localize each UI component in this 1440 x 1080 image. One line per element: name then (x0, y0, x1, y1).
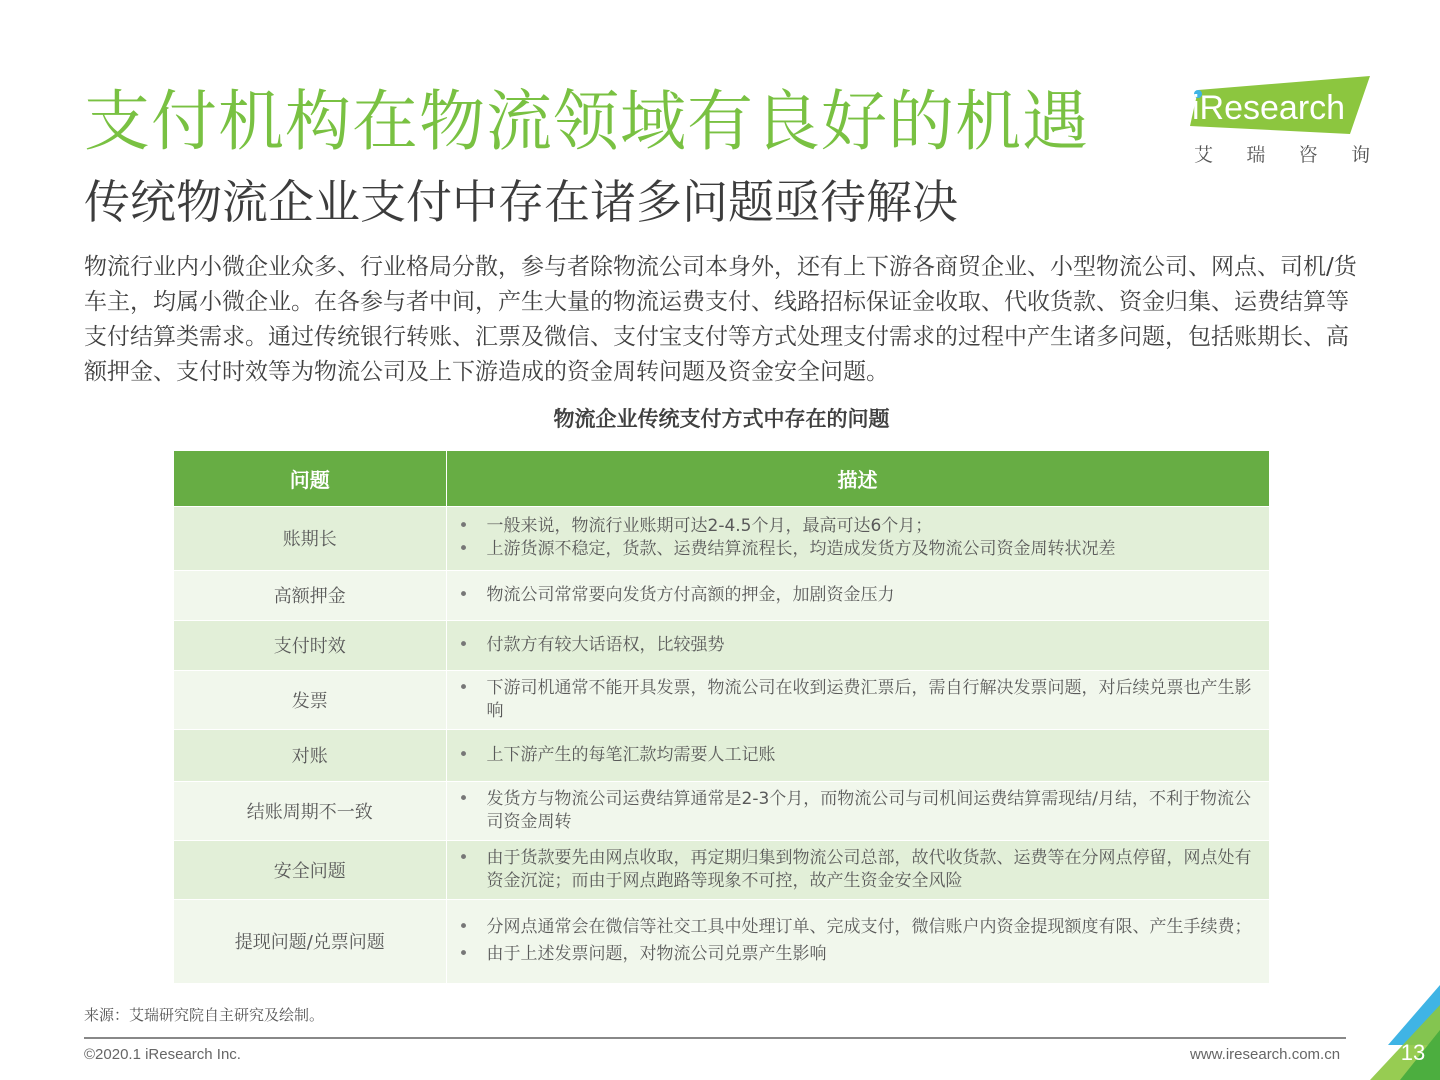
description-cell (446, 840, 1269, 899)
table-row (174, 729, 1269, 781)
source-note: 来源：艾瑞研究院自主研究及绘制。 (84, 1006, 325, 1024)
table-header-row (174, 451, 1269, 506)
logo-cn-text (1186, 140, 1376, 167)
table-row (174, 506, 1269, 570)
table-row (174, 570, 1269, 620)
table-row (174, 899, 1269, 983)
description-cell (446, 781, 1269, 840)
description-cell (446, 506, 1269, 570)
footer-divider (84, 1037, 1346, 1039)
table-row (174, 670, 1269, 729)
copyright: ©2020.1 iResearch Inc. (84, 1046, 241, 1063)
logo-text: iResearch (1192, 89, 1346, 127)
description-bullet: • 物流公司常常要向发货方付高额的押金，加剧资金压力 (459, 584, 1261, 607)
header-issue: 问题 (174, 451, 446, 506)
issue-cell: 账期长 (174, 506, 446, 570)
description-cell (446, 670, 1269, 729)
table-row (174, 620, 1269, 670)
intro-paragraph: 物流行业内小微企业众多、行业格局分散，参与者除物流公司本身外，还有上下游各商贸企业、小型物流公司、网点、司机/货车主，均属小微企业。在各参与者中间，产生大量的物流运费支付、线路招标保证金收取、代收货款、资金归集、运费结算等支付结算类需求。通过传统银行转账、汇票及微信、支付宝支付等方式处理支付需求的过程中产生诸多问题，包括账期长、高额押金、支付时效等为物流公司及上下游造成的资金周转问题及资金安全问题。 (84, 254, 1357, 385)
page-subtitle: 传统物流企业支付中存在诸多问题亟待解决 (84, 175, 958, 229)
description-cell (446, 570, 1269, 620)
description-cell (446, 620, 1269, 670)
issue-cell: 对账 (174, 729, 446, 781)
issue-cell: 高额押金 (174, 570, 446, 620)
table-row (174, 781, 1269, 840)
description-bullet: • 上下游产生的每笔汇款均需要人工记账 (459, 744, 1261, 767)
table-row (174, 840, 1269, 899)
description-bullet: • 由于上述发票问题，对物流公司兑票产生影响 (459, 943, 1261, 966)
logo-cn-char: 咨 (1298, 144, 1318, 166)
header-description: 描述 (446, 451, 1269, 506)
description-bullet: • 分网点通常会在微信等社交工具中处理订单、完成支付，微信账户内资金提现额度有限、产生手续费； (459, 916, 1261, 939)
issue-cell: 发票 (174, 670, 446, 729)
description-bullet: • 付款方有较大话语权，比较强势 (459, 634, 1261, 657)
description-bullet: • 由于货款要先由网点收取，再定期归集到物流公司总部，故代收货款、运费等在分网点停留，网点处有资金沉淀；而由于网点跑路等现象不可控，故产生资金安全风险 (459, 847, 1261, 893)
description-bullet: • 上游货源不稳定，货款、运费结算流程长，均造成发货方及物流公司资金周转状况差 (459, 538, 1261, 561)
issue-cell: 提现问题/兑票问题 (174, 899, 446, 983)
website-link[interactable]: www.iresearch.com.cn (1190, 1046, 1341, 1063)
page-title: 支付机构在物流领域有良好的机遇 (84, 83, 1089, 160)
issues-table (174, 451, 1270, 983)
page-number: 13 (1400, 1040, 1426, 1065)
description-bullet: • 下游司机通常不能开具发票，物流公司在收到运费汇票后，需自行解决发票问题，对后续兑票也产生影响 (459, 677, 1261, 723)
logo-cn-char: 艾 (1194, 144, 1214, 166)
logo-cn-char: 询 (1350, 144, 1370, 166)
logo-cn-char: 瑞 (1246, 144, 1266, 166)
issue-cell: 支付时效 (174, 620, 446, 670)
iresearch-logo (1186, 76, 1376, 168)
issue-cell: 安全问题 (174, 840, 446, 899)
description-cell (446, 899, 1269, 983)
table-title: 物流企业传统支付方式中存在的问题 (553, 407, 890, 431)
issue-cell: 结账周期不一致 (174, 781, 446, 840)
description-cell (446, 729, 1269, 781)
description-bullet: • 发货方与物流公司运费结算通常是2-3个月，而物流公司与司机间运费结算需现结/月结，不利于物流公司资金周转 (459, 788, 1261, 834)
description-bullet: • 一般来说，物流行业账期可达2-4.5个月，最高可达6个月； (459, 515, 1261, 538)
